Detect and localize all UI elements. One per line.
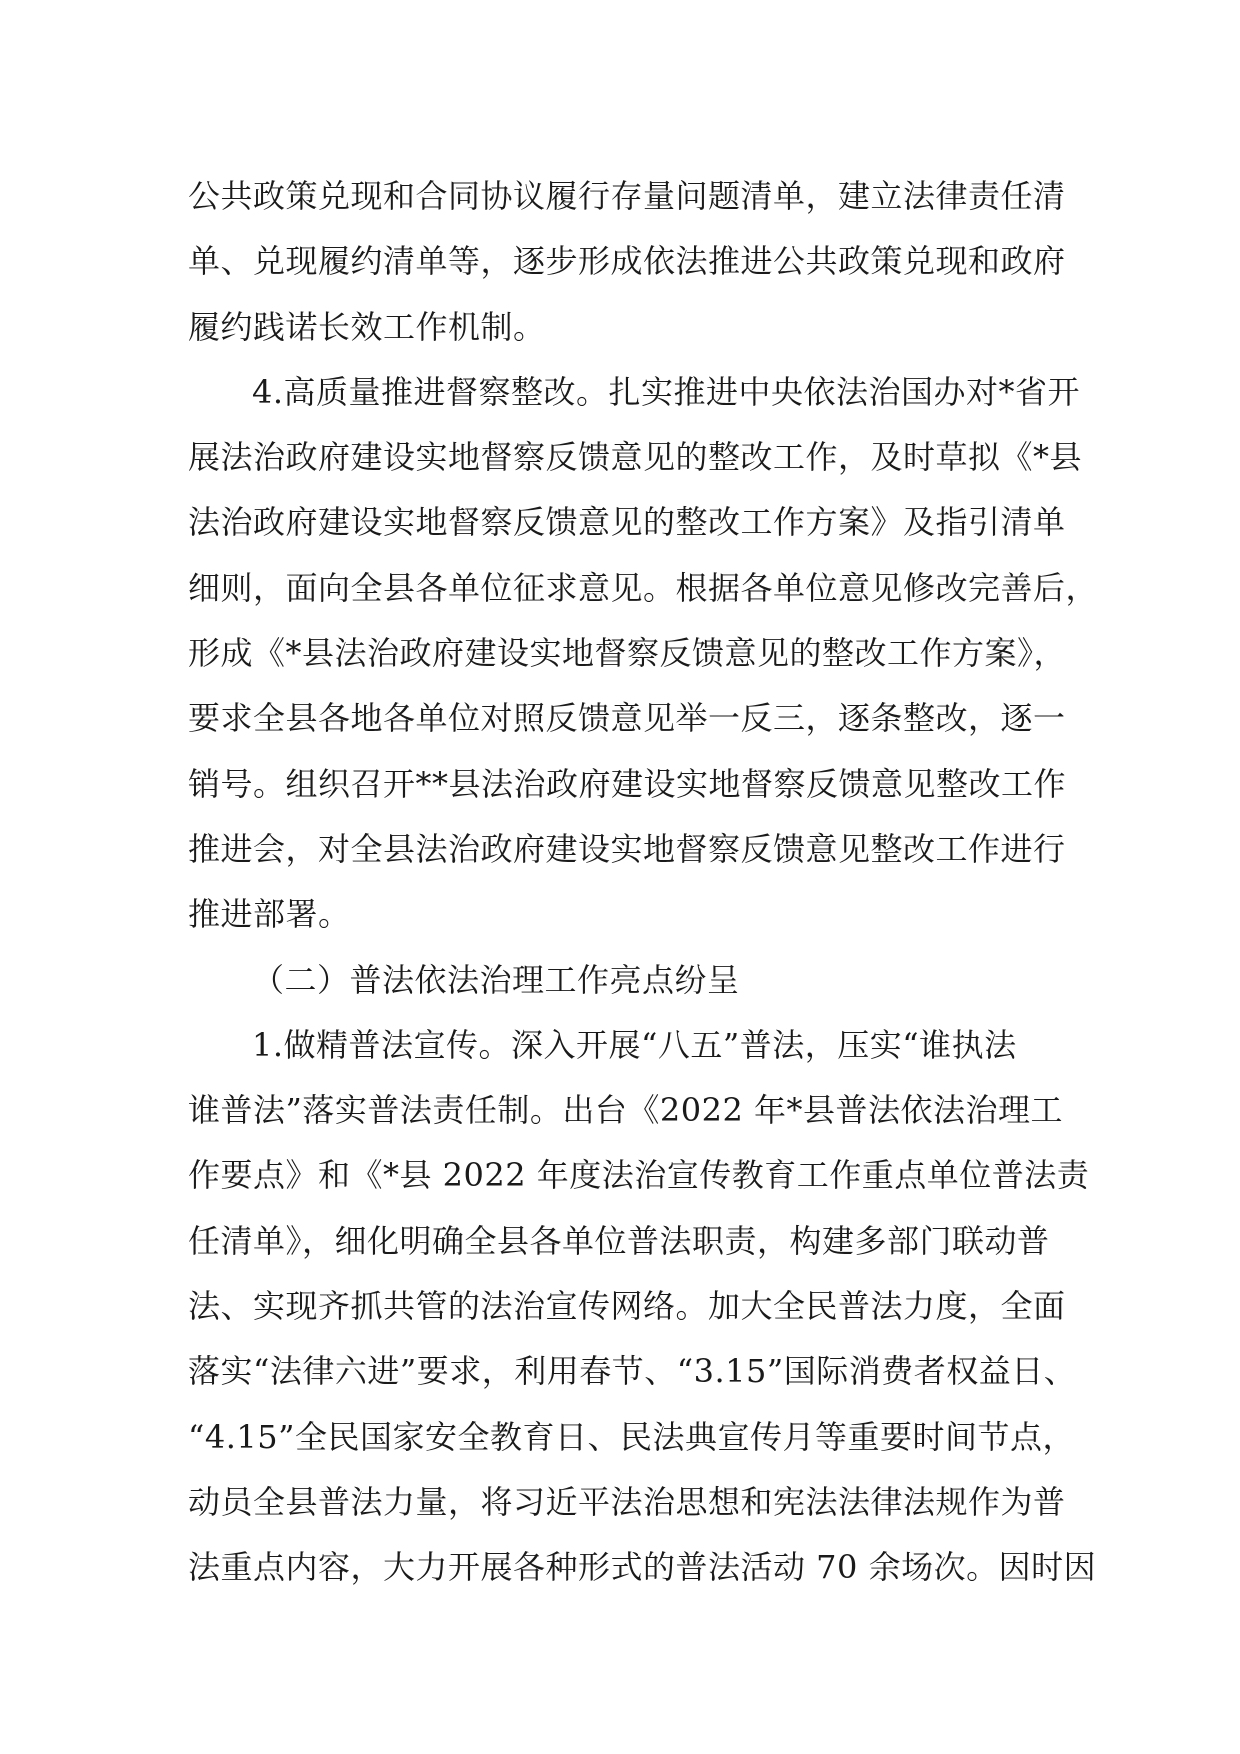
text-line: 法重点内容，大力开展各种形式的普法活动 70 余场次。因时因: [188, 1548, 1097, 1587]
text-line: 任清单》，细化明确全县各单位普法职责，构建多部门联动普: [188, 1221, 1050, 1260]
section-heading: （二）普法依法治理工作亮点纷呈: [252, 960, 740, 999]
text-line: 法、实现齐抓共管的法治宣传网络。加大全民普法力度，全面: [188, 1287, 1066, 1326]
text-line: 公共政策兑现和合同协议履行存量问题清单，建立法律责任清: [188, 177, 1066, 215]
text-line: 销号。组织召开**县法治政府建设实地督察反馈意见整改工作: [188, 764, 1067, 803]
text-line: 作要点》和《*县 2022 年度法治宣传教育工作重点单位普法责: [188, 1156, 1090, 1195]
text-line: 动员全县普法力量，将习近平法治思想和宪法法律法规作为普: [188, 1482, 1066, 1521]
document-body: [188, 164, 1099, 1601]
text-line: 推进会，对全县法治政府建设实地督察反馈意见整改工作进行: [188, 829, 1066, 868]
text-line: 谁普法”落实普法责任制。出台《2022 年*县普法依法治理工: [188, 1091, 1063, 1130]
text-line: 落实“法律六进”要求，利用春节、“3.15”国际消费者权益日、: [188, 1352, 1077, 1391]
text-line: 形成《*县法治政府建设实地督察反馈意见的整改工作方案》，: [188, 634, 1067, 673]
text-line: “4.15”全民国家安全教育日、民法典宣传月等重要时间节点，: [188, 1417, 1075, 1456]
text-line: 单、兑现履约清单等，逐步形成依法推进公共政策兑现和政府: [188, 242, 1066, 281]
text-line: 推进部署。: [188, 895, 351, 934]
text-line: 要求全县各地各单位对照反馈意见举一反三，逐条整改，逐一: [188, 699, 1066, 738]
text-line: 展法治政府建设实地督察反馈意见的整改工作，及时草拟《*县: [188, 438, 1083, 477]
paragraph-start-line: 4.高质量推进督察整改。扎实推进中央依法治国办对*省开: [252, 372, 1081, 411]
text-line: 履约践诺长效工作机制。: [188, 307, 546, 346]
text-line: 法治政府建设实地督察反馈意见的整改工作方案》及指引清单: [188, 503, 1066, 542]
paragraph-start-line: 1.做精普法宣传。深入开展“八五”普法，压实“谁执法: [252, 1025, 1017, 1064]
text-line: 细则，面向全县各单位征求意见。根据各单位意见修改完善后，: [188, 568, 1099, 607]
